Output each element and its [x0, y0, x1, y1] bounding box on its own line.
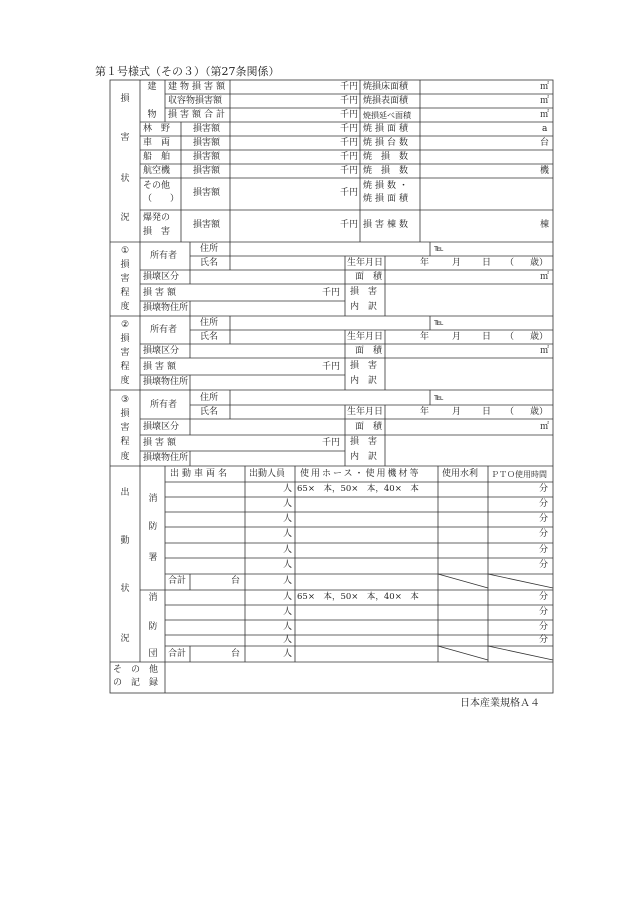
degree-2-month: 月 [452, 332, 462, 342]
degree-2-char-3: 度 [120, 376, 130, 386]
degree-1-month: 月 [452, 258, 462, 268]
fb-row2-pto-unit: 分 [539, 607, 549, 617]
section-label-1-2: 状 [120, 174, 130, 184]
degree-3-address-label: 住所 [200, 393, 219, 403]
degree-1-age-open: （ [505, 258, 515, 268]
fs-row6-personnel-unit: 人 [283, 560, 293, 570]
form-footer: 日本産業規格Ａ４ [460, 698, 540, 709]
total-damage-label: 損害額合計 [168, 110, 229, 120]
degree-1-amount-label: 損害額 [143, 288, 180, 298]
other-unit: 千円 [340, 188, 359, 198]
fs-row6-pto-unit: 分 [539, 560, 549, 570]
aircraft-damage-label: 損害額 [193, 166, 221, 176]
degree-3-year: 年 [420, 407, 430, 417]
degree-3-damage-class: 損壊区分 [143, 422, 180, 432]
degree-1-damage-class: 損壊区分 [143, 272, 180, 282]
fs-row5-pto-unit: 分 [539, 545, 549, 555]
degree-1-address-label: 住所 [200, 244, 219, 254]
degree-1-char-3: 度 [120, 302, 130, 312]
degree-3-amount-label: 損害額 [143, 438, 180, 448]
degree-2-char-2: 程 [120, 362, 130, 372]
degree-2-address-label: 住所 [200, 318, 219, 328]
fire-station-label-0: 消 [148, 494, 158, 504]
other-right-label2: 焼損面積 [363, 194, 412, 204]
dispatch-label-3: 況 [120, 634, 130, 644]
degree-1-day: 日 [482, 258, 492, 268]
fire-brigade-label-2: 団 [148, 649, 158, 659]
building-damage-label: 建物損害額 [168, 82, 229, 92]
section-label-1-1: 害 [120, 133, 130, 143]
building-label-top: 建 [147, 82, 157, 92]
fb-row1-pto-unit: 分 [539, 592, 549, 602]
aircraft-label: 航空機 [143, 166, 171, 176]
fs-row3-personnel-unit: 人 [283, 514, 293, 524]
degree-1-tel-icon: ℡ [434, 244, 444, 254]
degree-1-year: 年 [420, 258, 430, 268]
degree-2-day: 日 [482, 332, 492, 342]
degree-1-amount-unit: 千円 [322, 288, 341, 298]
fs-row2-personnel-unit: 人 [283, 499, 293, 509]
explosion-right-label: 損害棟数 [363, 220, 412, 230]
fs-row3-pto-unit: 分 [539, 514, 549, 524]
degree-1-breakdown2: 内 訳 [350, 302, 378, 312]
degree-1-area-unit: ㎡ [540, 272, 550, 282]
section-label-1-0: 損 [120, 94, 130, 104]
dispatch-label-0: 出 [120, 488, 130, 498]
aircraft-unit: 千円 [340, 166, 359, 176]
fire-brigade-label-0: 消 [148, 593, 158, 603]
other-label-paren: （ ） [143, 194, 180, 204]
fs-row1-equipment: 65× 本，50× 本，40× 本 [297, 484, 419, 494]
contents-damage-unit: 千円 [340, 96, 359, 106]
degree-2-amount-unit: 千円 [322, 362, 341, 372]
fb-row1-equipment: 65× 本，50× 本，40× 本 [297, 592, 419, 602]
degree-2-year: 年 [420, 332, 430, 342]
fs-row4-personnel-unit: 人 [283, 529, 293, 539]
surface-area-unit: ㎡ [540, 96, 550, 106]
ship-label: 船 舶 [143, 152, 171, 162]
degree-3-char-1: 害 [120, 423, 130, 433]
degree-2-area-unit: ㎡ [540, 346, 550, 356]
floor-area-unit: ㎡ [540, 82, 550, 92]
degree-3-breakdown1: 損 害 [350, 437, 378, 447]
vehicle-right-label: 焼損台数 [363, 138, 412, 148]
ship-unit: 千円 [340, 152, 359, 162]
degree-1-char-2: 程 [120, 288, 130, 298]
fb-total-personnel-unit: 人 [283, 649, 293, 659]
degree-2-char-0: 損 [120, 334, 130, 344]
vehicle-label: 車 両 [143, 138, 171, 148]
degree-3-amount-unit: 千円 [322, 438, 341, 448]
degree-3-name-label: 氏名 [200, 407, 219, 417]
fb-total-label: 合計 [168, 649, 187, 659]
degree-2-breakdown1: 損 害 [350, 361, 378, 371]
degree-3-char-3: 度 [120, 452, 130, 462]
contents-damage-label: 収容物損害額 [168, 96, 223, 106]
fs-row1-personnel-unit: 人 [283, 484, 293, 494]
degree-2-damaged-address: 損壊物住所 [143, 377, 189, 387]
header-pto: ＰＴＯ使用時間 [491, 470, 547, 479]
forest-right-unit: a [542, 124, 548, 134]
degree-3-char-2: 程 [120, 437, 130, 447]
degree-3-age: 歳） [530, 407, 549, 417]
degree-3-damaged-address: 損壊物住所 [143, 453, 189, 463]
degree-1-owner: 所有者 [150, 251, 178, 261]
degree-3-owner: 所有者 [150, 400, 178, 410]
explosion-label: 爆発の [143, 213, 171, 223]
aircraft-right-label: 焼 損 数 [363, 166, 409, 176]
degree-1-damaged-address: 損壊物住所 [143, 303, 189, 313]
other-right-label: 焼損数・ [363, 181, 412, 191]
vehicle-unit: 千円 [340, 138, 359, 148]
burned-surface-area-label: 焼損表面積 [363, 96, 409, 106]
degree-1-breakdown1: 損 害 [350, 287, 378, 297]
forest-damage-label: 損害額 [193, 124, 221, 134]
degree-3-age-open: （ [505, 407, 515, 417]
vehicle-damage-label: 損害額 [193, 138, 221, 148]
degree-2-age: 歳） [530, 332, 549, 342]
fb-row3-personnel-unit: 人 [283, 622, 293, 632]
degree-1-birthdate-label: 生年月日 [347, 258, 384, 268]
degree-2-amount-label: 損害額 [143, 362, 180, 372]
forest-right-label: 焼損面積 [363, 124, 412, 134]
fire-station-label-1: 防 [148, 522, 158, 532]
degree-1-number: ① [120, 246, 130, 256]
explosion-damage-label: 損害額 [193, 220, 221, 230]
total-area-unit: ㎡ [540, 110, 550, 120]
ship-damage-label: 損害額 [193, 152, 221, 162]
fire-brigade-label-1: 防 [148, 622, 158, 632]
dispatch-label-2: 状 [120, 584, 130, 594]
building-damage-unit: 千円 [340, 82, 359, 92]
degree-1-age: 歳） [530, 258, 549, 268]
other-records-label-1: そ の 他 [113, 665, 159, 675]
building-label-bottom: 物 [147, 110, 157, 120]
ship-right-label: 焼 損 数 [363, 152, 409, 162]
burned-floor-area-label: 焼損床面積 [363, 82, 409, 92]
degree-1-char-0: 損 [120, 260, 130, 270]
degree-2-area-label: 面 積 [355, 346, 383, 356]
degree-3-char-0: 損 [120, 409, 130, 419]
dispatch-label-1: 動 [120, 536, 130, 546]
forest-label: 林 野 [143, 124, 171, 134]
total-damage-unit: 千円 [340, 110, 359, 120]
degree-3-tel-icon: ℡ [434, 393, 444, 403]
forest-unit: 千円 [340, 124, 359, 134]
degree-3-area-label: 面 積 [355, 422, 383, 432]
degree-2-breakdown2: 内 訳 [350, 376, 378, 386]
degree-3-day: 日 [482, 407, 492, 417]
degree-1-name-label: 氏名 [200, 258, 219, 268]
fb-total-unit: 台 [231, 649, 241, 659]
degree-3-month: 月 [452, 407, 462, 417]
vehicle-right-unit: 台 [540, 138, 550, 148]
header-vehicle: 出動車両名 [170, 469, 231, 479]
fs-row2-pto-unit: 分 [539, 499, 549, 509]
fb-row4-pto-unit: 分 [539, 635, 549, 645]
degree-3-birthdate-label: 生年月日 [347, 407, 384, 417]
degree-1-area-label: 面 積 [355, 272, 383, 282]
degree-1-char-1: 害 [120, 274, 130, 284]
degree-2-damage-class: 損壊区分 [143, 346, 180, 356]
degree-2-name-label: 氏名 [200, 332, 219, 342]
degree-2-number: ② [120, 320, 130, 330]
fs-row5-personnel-unit: 人 [283, 545, 293, 555]
degree-2-birthdate-label: 生年月日 [347, 332, 384, 342]
header-water: 使用水利 [442, 469, 479, 479]
degree-3-breakdown2: 内 訳 [350, 452, 378, 462]
fs-total-unit: 台 [231, 576, 241, 586]
degree-3-number: ③ [120, 395, 130, 405]
explosion-label2: 損 害 [143, 227, 171, 237]
section-label-1-3: 況 [120, 213, 130, 223]
fb-row1-personnel-unit: 人 [283, 592, 293, 602]
fs-total-label: 合計 [168, 576, 187, 586]
degree-2-age-open: （ [505, 332, 515, 342]
form-title: 第１号様式（その３）（第27条関係） [95, 65, 280, 78]
fb-row2-personnel-unit: 人 [283, 607, 293, 617]
explosion-right-unit: 棟 [540, 220, 550, 230]
fb-row3-pto-unit: 分 [539, 622, 549, 632]
aircraft-right-unit: 機 [540, 166, 550, 176]
fs-total-personnel-unit: 人 [283, 576, 293, 586]
degree-3-area-unit: ㎡ [540, 422, 550, 432]
header-equipment: 使用ホース・使用機材等 [300, 469, 421, 479]
other-records-label-2: の 記 録 [113, 678, 159, 688]
degree-2-tel-icon: ℡ [434, 318, 444, 328]
degree-2-char-1: 害 [120, 348, 130, 358]
other-label: その他 [143, 181, 171, 191]
explosion-unit: 千円 [340, 220, 359, 230]
other-damage-label: 損害額 [193, 188, 221, 198]
fire-station-label-2: 署 [148, 553, 158, 563]
fs-row1-pto-unit: 分 [539, 484, 549, 494]
header-personnel: 出動人員 [249, 469, 286, 479]
degree-2-owner: 所有者 [150, 325, 178, 335]
fb-row4-personnel-unit: 人 [283, 635, 293, 645]
burned-total-area-label: 焼損延べ面積 [363, 111, 411, 120]
fs-row4-pto-unit: 分 [539, 529, 549, 539]
